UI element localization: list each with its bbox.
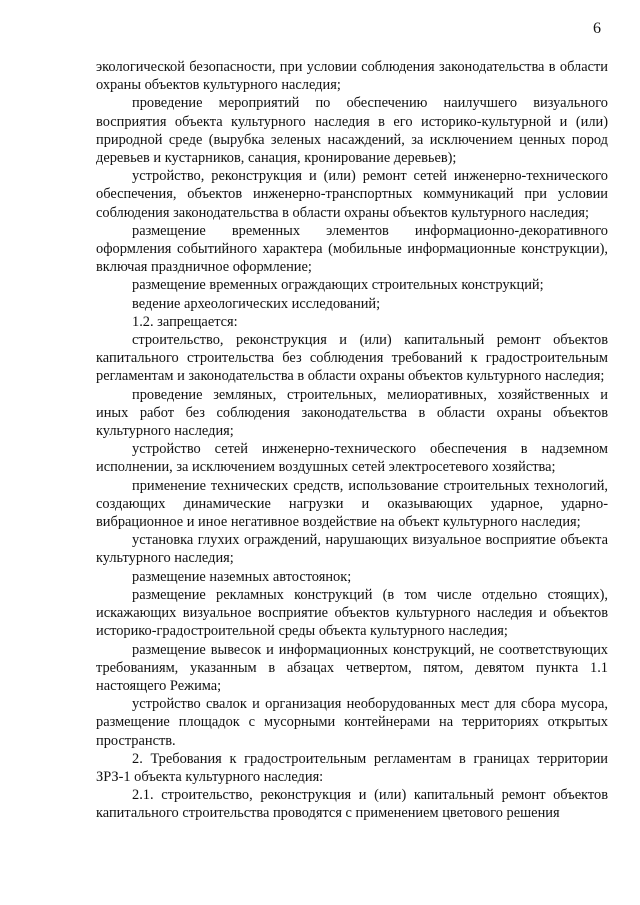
paragraph: устройство сетей инженерно-технического обеспечения в надземном исполнении, за исключением воздушных сетей электросетевого хозяйства; xyxy=(96,441,608,476)
paragraph: устройство свалок и организация необорудованных мест для сбора мусора, размещение площадок с мусорными контейнерами на территориях открытых пространств. xyxy=(96,696,608,749)
paragraph: установка глухих ограждений, нарушающих визуальное восприятие объекта культурного наследия; xyxy=(96,532,608,567)
paragraph-continuation: экологической безопасности, при условии соблюдения законодательства в области охраны объектов культурного наследия; xyxy=(96,59,608,94)
paragraph: строительство, реконструкция и (или) капитальный ремонт объектов капитального строительства без соблюдения требований к градостроительным регламентам и законодательства в области охраны объектов культурного наследия; xyxy=(96,332,608,385)
paragraph: размещение наземных автостоянок; xyxy=(132,568,352,585)
paragraph: применение технических средств, использование строительных технологий, создающих динамические нагрузки и оказывающих ударное, ударно-вибрационное и иное негативное воздействие на объект культурного наследия; xyxy=(96,477,608,531)
paragraph: устройство, реконструкция и (или) ремонт сетей инженерно-технического обеспечения, объектов инженерно-транспортных коммуникаций при условии соблюдения законодательства в области охраны объектов культурного наследия; xyxy=(96,168,608,221)
document-body xyxy=(96,58,608,823)
paragraph: ведение археологических исследований; xyxy=(132,295,381,312)
paragraph: размещение временных элементов информационно-декоративного оформления событийного характера (мобильные информационные конструкции), включая праздничное оформление; xyxy=(96,222,608,276)
paragraph: проведение мероприятий по обеспечению наилучшего визуального восприятия объекта культурного наследия в его историко-культурной и (или) природной среде (вырубка зеленых насаждений, за исключением ценных пород деревьев и кустарников, санация, кронирование деревьев); xyxy=(96,95,608,167)
page-number: 6 xyxy=(593,20,601,37)
paragraph: размещение рекламных конструкций (в том числе отдельно стоящих), искажающих визуальное восприятие объектов культурного наследия и объектов историко-градостроительной среды объекта культурного наследия; xyxy=(96,586,608,640)
section-heading-2: 2. Требования к градостроительным регламентам в границах территории ЗРЗ-1 объекта культурного наследия: xyxy=(96,750,608,785)
paragraph: размещение вывесок и информационных конструкций, не соответствующих требованиям, указанным в абзацах четвертом, пятом, девятом пункта 1.1 настоящего Режима; xyxy=(96,641,608,694)
paragraph: размещение временных ограждающих строительных конструкций; xyxy=(132,277,544,294)
paragraph: проведение земляных, строительных, мелиоративных, хозяйственных и иных работ без соблюдения законодательства в области охраны объектов культурного наследия; xyxy=(96,386,608,440)
paragraph: 2.1. строительство, реконструкция и (или) капитальный ремонт объектов капитального строительства проводятся с применением цветового решения xyxy=(96,787,608,822)
section-heading-1-2: 1.2. запрещается: xyxy=(132,313,238,330)
